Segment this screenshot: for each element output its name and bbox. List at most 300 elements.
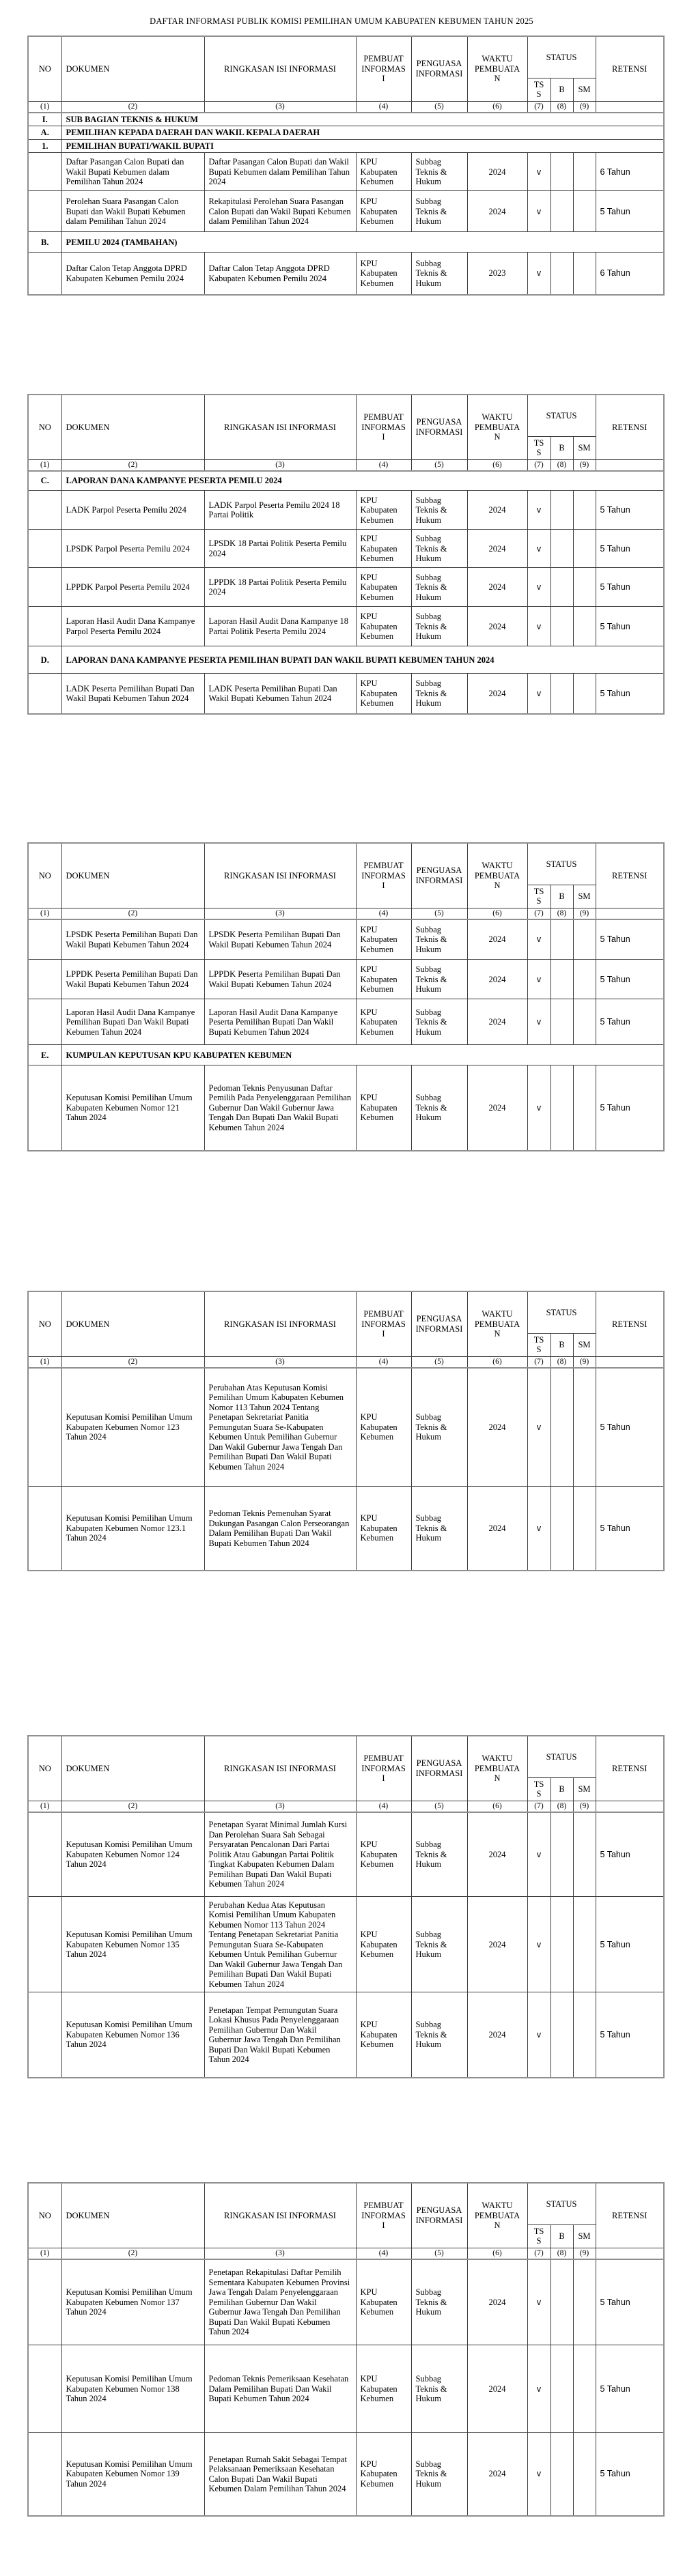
col-header-penguasa: PENGUASA INFORMASI (411, 843, 467, 908)
status-sm-cell (573, 2433, 596, 2516)
col-header-ringkasan: RINGKASAN ISI INFORMASI (204, 1736, 356, 1801)
col-header-pembuat: PEMBUAT INFORMASI (356, 36, 411, 101)
status-tss-cell: v (527, 191, 550, 232)
col-header-tss: TSS (527, 1777, 550, 1801)
colnum-4: (4) (356, 459, 411, 471)
waktu-cell: 2024 (467, 568, 527, 607)
colnum-3: (3) (204, 101, 356, 113)
table-row (28, 568, 664, 607)
waktu-cell: 2024 (467, 960, 527, 999)
colnum-retensi-empty (596, 101, 664, 113)
colnum-retensi-empty (596, 1801, 664, 1812)
column-number-row (28, 1801, 664, 1812)
colnum-9: (9) (573, 2248, 596, 2259)
colnum-5: (5) (411, 1801, 467, 1812)
waktu-cell: 2024 (467, 2433, 527, 2516)
section-label: KUMPULAN KEPUTUSAN KPU KABUPATEN KEBUMEN (61, 1045, 664, 1065)
status-sm-cell (573, 568, 596, 607)
col-header-penguasa: PENGUASA INFORMASI (411, 36, 467, 101)
pembuat-cell: KPU Kabupaten Kebumen (356, 568, 411, 607)
column-number-row (28, 2248, 664, 2259)
col-header-sm: SM (573, 78, 596, 101)
colnum-6: (6) (467, 2248, 527, 2259)
dokumen-cell: LADK Parpol Peserta Pemilu 2024 (61, 491, 204, 530)
status-b-cell (550, 1368, 573, 1487)
dokumen-cell: Laporan Hasil Audit Dana Kampanye Parpol Peserta Pemilu 2024 (61, 607, 204, 646)
waktu-cell: 2024 (467, 191, 527, 232)
col-header-sm: SM (573, 2224, 596, 2248)
penguasa-cell: Subbag Teknis & Hukum (411, 2345, 467, 2433)
status-b-cell (550, 153, 573, 191)
pembuat-cell: KPU Kabupaten Kebumen (356, 1812, 411, 1897)
colnum-6: (6) (467, 459, 527, 471)
status-tss-cell: v (527, 568, 550, 607)
header-row (28, 843, 664, 885)
section-row (28, 646, 664, 674)
status-sm-cell (573, 1368, 596, 1487)
col-header-no: NO (28, 36, 61, 101)
status-sm-cell (573, 960, 596, 999)
retensi-cell: 5 Tahun (596, 2259, 664, 2345)
col-header-b: B (550, 1777, 573, 1801)
no-cell (28, 2259, 61, 2345)
pembuat-cell: KPU Kabupaten Kebumen (356, 607, 411, 646)
ringkasan-cell: Penetapan Rumah Sakit Sebagai Tempat Pelaksanaan Pemeriksaan Kesehatan Calon Bupati Dan Wakil Bupati Kebumen Dalam Pemilihan Tahun 2024 (204, 2433, 356, 2516)
no-cell (28, 191, 61, 232)
col-header-tss: TSS (527, 885, 550, 908)
col-header-ringkasan: RINGKASAN ISI INFORMASI (204, 36, 356, 101)
ringkasan-cell: LPSDK 18 Partai Politik Peserta Pemilu 2024 (204, 530, 356, 568)
ringkasan-cell: LPSDK Peserta Pemilihan Bupati Dan Wakil Bupati Kebumen Tahun 2024 (204, 919, 356, 960)
waktu-cell: 2024 (467, 919, 527, 960)
colnum-9: (9) (573, 101, 596, 113)
ringkasan-cell: Penetapan Tempat Pemungutan Suara Lokasi Khusus Pada Penyelenggaraan Pemilihan Gubernur Dan Wakil Gubernur Jawa Tengah Dan Pemilihan Bupati Dan Wakil Bupati Kebumen Tahun 2024 (204, 1992, 356, 2078)
status-b-cell (550, 919, 573, 960)
penguasa-cell: Subbag Teknis & Hukum (411, 1368, 467, 1487)
section-row (28, 126, 664, 140)
no-cell (28, 960, 61, 999)
col-header-dokumen: DOKUMEN (61, 1291, 204, 1356)
col-header-waktu: WAKTU PEMBUATAN (467, 36, 527, 101)
dokumen-cell: Keputusan Komisi Pemilihan Umum Kabupaten Kebumen Nomor 137 Tahun 2024 (61, 2259, 204, 2345)
table-row (28, 1487, 664, 1571)
col-header-retensi: RETENSI (596, 395, 664, 459)
status-tss-cell: v (527, 960, 550, 999)
no-cell (28, 999, 61, 1045)
dokumen-cell: Keputusan Komisi Pemilihan Umum Kabupaten Kebumen Nomor 124 Tahun 2024 (61, 1812, 204, 1897)
waktu-cell: 2024 (467, 1065, 527, 1151)
status-b-cell (550, 2345, 573, 2433)
table-page-6 (27, 2182, 665, 2517)
waktu-cell: 2024 (467, 153, 527, 191)
col-header-pembuat: PEMBUAT INFORMASI (356, 2183, 411, 2248)
colnum-7: (7) (527, 459, 550, 471)
retensi-cell: 5 Tahun (596, 1812, 664, 1897)
table-row (28, 2345, 664, 2433)
section-no: 1. (28, 139, 61, 153)
header-row (28, 395, 664, 436)
retensi-cell: 5 Tahun (596, 191, 664, 232)
retensi-cell: 5 Tahun (596, 1368, 664, 1487)
col-header-penguasa: PENGUASA INFORMASI (411, 1736, 467, 1801)
pembuat-cell: KPU Kabupaten Kebumen (356, 2433, 411, 2516)
status-b-cell (550, 607, 573, 646)
status-tss-cell: v (527, 2345, 550, 2433)
col-header-penguasa: PENGUASA INFORMASI (411, 1291, 467, 1356)
section-row (28, 113, 664, 126)
section-no: D. (28, 646, 61, 674)
dokumen-cell: Daftar Calon Tetap Anggota DPRD Kabupaten Kebumen Pemilu 2024 (61, 253, 204, 295)
table-row (28, 607, 664, 646)
colnum-2: (2) (61, 101, 204, 113)
col-header-b: B (550, 885, 573, 908)
colnum-retensi-empty (596, 459, 664, 471)
table-row (28, 919, 664, 960)
waktu-cell: 2024 (467, 674, 527, 714)
status-sm-cell (573, 1065, 596, 1151)
col-header-ringkasan: RINGKASAN ISI INFORMASI (204, 1291, 356, 1356)
col-header-sm: SM (573, 1333, 596, 1356)
col-header-dokumen: DOKUMEN (61, 2183, 204, 2248)
ringkasan-cell: LPPDK 18 Partai Politik Peserta Pemilu 2024 (204, 568, 356, 607)
header-row (28, 2183, 664, 2224)
status-sm-cell (573, 491, 596, 530)
status-sm-cell (573, 2345, 596, 2433)
dokumen-cell: Keputusan Komisi Pemilihan Umum Kabupaten Kebumen Nomor 135 Tahun 2024 (61, 1897, 204, 1992)
col-header-no: NO (28, 1736, 61, 1801)
col-header-status: STATUS (527, 843, 596, 885)
retensi-cell: 5 Tahun (596, 999, 664, 1045)
colnum-6: (6) (467, 1801, 527, 1812)
table-row (28, 999, 664, 1045)
dokumen-cell: Daftar Pasangan Calon Bupati dan Wakil Bupati Kebumen dalam Pemilihan Tahun 2024 (61, 153, 204, 191)
col-header-ringkasan: RINGKASAN ISI INFORMASI (204, 843, 356, 908)
pembuat-cell: KPU Kabupaten Kebumen (356, 674, 411, 714)
colnum-3: (3) (204, 1801, 356, 1812)
pembuat-cell: KPU Kabupaten Kebumen (356, 491, 411, 530)
status-tss-cell: v (527, 674, 550, 714)
table-page-5 (27, 1735, 665, 2078)
dokumen-cell: LPSDK Peserta Pemilihan Bupati Dan Wakil Bupati Kebumen Tahun 2024 (61, 919, 204, 960)
colnum-1: (1) (28, 908, 61, 919)
table-page-4 (27, 1291, 665, 1571)
pembuat-cell: KPU Kabupaten Kebumen (356, 1487, 411, 1571)
colnum-1: (1) (28, 1801, 61, 1812)
penguasa-cell: Subbag Teknis & Hukum (411, 191, 467, 232)
col-header-status: STATUS (527, 395, 596, 436)
table-row (28, 1992, 664, 2078)
status-b-cell (550, 491, 573, 530)
retensi-cell: 5 Tahun (596, 491, 664, 530)
col-header-no: NO (28, 2183, 61, 2248)
colnum-3: (3) (204, 908, 356, 919)
colnum-7: (7) (527, 1356, 550, 1368)
pembuat-cell: KPU Kabupaten Kebumen (356, 1368, 411, 1487)
penguasa-cell: Subbag Teknis & Hukum (411, 2433, 467, 2516)
status-b-cell (550, 2259, 573, 2345)
col-header-tss: TSS (527, 78, 550, 101)
col-header-sm: SM (573, 1777, 596, 1801)
col-header-dokumen: DOKUMEN (61, 36, 204, 101)
colnum-retensi-empty (596, 2248, 664, 2259)
penguasa-cell: Subbag Teknis & Hukum (411, 1812, 467, 1897)
table-row (28, 960, 664, 999)
no-cell (28, 491, 61, 530)
status-sm-cell (573, 919, 596, 960)
colnum-4: (4) (356, 1356, 411, 1368)
penguasa-cell: Subbag Teknis & Hukum (411, 253, 467, 295)
col-header-waktu: WAKTU PEMBUATAN (467, 395, 527, 459)
col-header-retensi: RETENSI (596, 2183, 664, 2248)
waktu-cell: 2024 (467, 2345, 527, 2433)
status-sm-cell (573, 253, 596, 295)
status-sm-cell (573, 999, 596, 1045)
status-sm-cell (573, 1897, 596, 1992)
col-header-penguasa: PENGUASA INFORMASI (411, 395, 467, 459)
col-header-tss: TSS (527, 2224, 550, 2248)
penguasa-cell: Subbag Teknis & Hukum (411, 2259, 467, 2345)
colnum-2: (2) (61, 2248, 204, 2259)
col-header-status: STATUS (527, 1291, 596, 1333)
section-no: B. (28, 232, 61, 253)
waktu-cell: 2024 (467, 1897, 527, 1992)
pembuat-cell: KPU Kabupaten Kebumen (356, 999, 411, 1045)
ringkasan-cell: Daftar Calon Tetap Anggota DPRD Kabupaten Kebumen Pemilu 2024 (204, 253, 356, 295)
col-header-waktu: WAKTU PEMBUATAN (467, 1291, 527, 1356)
status-b-cell (550, 960, 573, 999)
colnum-retensi-empty (596, 908, 664, 919)
col-header-b: B (550, 78, 573, 101)
section-no: A. (28, 126, 61, 140)
colnum-9: (9) (573, 459, 596, 471)
status-tss-cell: v (527, 1992, 550, 2078)
colnum-7: (7) (527, 101, 550, 113)
pembuat-cell: KPU Kabupaten Kebumen (356, 153, 411, 191)
ringkasan-cell: Penetapan Syarat Minimal Jumlah Kursi Dan Perolehan Suara Sah Sebagai Persyaratan Pencalonan Dari Partai Politik Atau Gabungan Partai Politik Tingkat Kabupaten Kebumen Dalam Pemilihan Bupati Dan Wakil Bupati Kebumen Tahun 2024 (204, 1812, 356, 1897)
status-b-cell (550, 999, 573, 1045)
colnum-9: (9) (573, 1356, 596, 1368)
section-row (28, 232, 664, 253)
ringkasan-cell: LADK Parpol Peserta Pemilu 2024 18 Partai Politik (204, 491, 356, 530)
colnum-5: (5) (411, 908, 467, 919)
penguasa-cell: Subbag Teknis & Hukum (411, 491, 467, 530)
status-b-cell (550, 1065, 573, 1151)
section-row (28, 139, 664, 153)
colnum-2: (2) (61, 908, 204, 919)
no-cell (28, 153, 61, 191)
status-tss-cell: v (527, 1897, 550, 1992)
col-header-b: B (550, 436, 573, 459)
status-tss-cell: v (527, 999, 550, 1045)
header-row (28, 1291, 664, 1333)
status-tss-cell: v (527, 1368, 550, 1487)
colnum-6: (6) (467, 1356, 527, 1368)
no-cell (28, 530, 61, 568)
waktu-cell: 2024 (467, 2259, 527, 2345)
col-header-dokumen: DOKUMEN (61, 1736, 204, 1801)
dokumen-cell: LADK Peserta Pemilihan Bupati Dan Wakil Bupati Kebumen Tahun 2024 (61, 674, 204, 714)
status-b-cell (550, 2433, 573, 2516)
pembuat-cell: KPU Kabupaten Kebumen (356, 1897, 411, 1992)
col-header-status: STATUS (527, 2183, 596, 2224)
colnum-1: (1) (28, 101, 61, 113)
waktu-cell: 2024 (467, 1992, 527, 2078)
retensi-cell: 5 Tahun (596, 919, 664, 960)
col-header-sm: SM (573, 885, 596, 908)
colnum-7: (7) (527, 2248, 550, 2259)
table-page-1 (27, 35, 665, 296)
ringkasan-cell: Laporan Hasil Audit Dana Kampanye 18 Partai Politik Peserta Pemilu 2024 (204, 607, 356, 646)
waktu-cell: 2024 (467, 491, 527, 530)
colnum-8: (8) (550, 101, 573, 113)
col-header-penguasa: PENGUASA INFORMASI (411, 2183, 467, 2248)
status-tss-cell: v (527, 1812, 550, 1897)
penguasa-cell: Subbag Teknis & Hukum (411, 607, 467, 646)
table-row (28, 2259, 664, 2345)
col-header-b: B (550, 2224, 573, 2248)
header-row (28, 36, 664, 78)
colnum-8: (8) (550, 1801, 573, 1812)
colnum-7: (7) (527, 908, 550, 919)
retensi-cell: 5 Tahun (596, 607, 664, 646)
section-label: PEMILIHAN KEPADA DAERAH DAN WAKIL KEPALA DAERAH (61, 126, 664, 140)
waktu-cell: 2024 (467, 607, 527, 646)
section-no: C. (28, 471, 61, 491)
status-b-cell (550, 191, 573, 232)
no-cell (28, 253, 61, 295)
pembuat-cell: KPU Kabupaten Kebumen (356, 2345, 411, 2433)
no-cell (28, 1368, 61, 1487)
colnum-retensi-empty (596, 1356, 664, 1368)
col-header-pembuat: PEMBUAT INFORMASI (356, 1291, 411, 1356)
status-tss-cell: v (527, 253, 550, 295)
table-row (28, 153, 664, 191)
status-sm-cell (573, 607, 596, 646)
status-tss-cell: v (527, 2433, 550, 2516)
col-header-waktu: WAKTU PEMBUATAN (467, 843, 527, 908)
colnum-3: (3) (204, 459, 356, 471)
ringkasan-cell: Perubahan Kedua Atas Keputusan Komisi Pemilihan Umum Kabupaten Kebumen Nomor 113 Tahun 2024 Tentang Penetapan Sekretariat Panitia Pemungutan Suara Se-Kabupaten Kebumen Untuk Pemilihan Gubernur Dan Wakil Gubernur Jawa Tengah Dan Pemilihan Bupati Dan Wakil Bupati Kebumen Tahun 2024 (204, 1897, 356, 1992)
section-row (28, 471, 664, 491)
col-header-retensi: RETENSI (596, 1736, 664, 1801)
status-sm-cell (573, 1812, 596, 1897)
table-row (28, 1065, 664, 1151)
status-sm-cell (573, 2259, 596, 2345)
status-b-cell (550, 530, 573, 568)
penguasa-cell: Subbag Teknis & Hukum (411, 1897, 467, 1992)
colnum-1: (1) (28, 459, 61, 471)
waktu-cell: 2023 (467, 253, 527, 295)
no-cell (28, 1897, 61, 1992)
table-row (28, 530, 664, 568)
table-row (28, 191, 664, 232)
dokumen-cell: LPSDK Parpol Peserta Pemilu 2024 (61, 530, 204, 568)
col-header-retensi: RETENSI (596, 1291, 664, 1356)
colnum-6: (6) (467, 908, 527, 919)
ringkasan-cell: Pedoman Teknis Pemeriksaan Kesehatan Dalam Pemilihan Bupati Dan Wakil Bupati Kebumen Tahun 2024 (204, 2345, 356, 2433)
colnum-4: (4) (356, 2248, 411, 2259)
retensi-cell: 5 Tahun (596, 674, 664, 714)
colnum-5: (5) (411, 1356, 467, 1368)
col-header-pembuat: PEMBUAT INFORMASI (356, 1736, 411, 1801)
penguasa-cell: Subbag Teknis & Hukum (411, 960, 467, 999)
ringkasan-cell: LPPDK Peserta Pemilihan Bupati Dan Wakil Bupati Kebumen Tahun 2024 (204, 960, 356, 999)
status-b-cell (550, 1812, 573, 1897)
col-header-no: NO (28, 843, 61, 908)
colnum-4: (4) (356, 1801, 411, 1812)
section-label: SUB BAGIAN TEKNIS & HUKUM (61, 113, 664, 126)
retensi-cell: 6 Tahun (596, 153, 664, 191)
section-row (28, 1045, 664, 1065)
no-cell (28, 607, 61, 646)
status-b-cell (550, 1897, 573, 1992)
no-cell (28, 1487, 61, 1571)
colnum-8: (8) (550, 2248, 573, 2259)
retensi-cell: 5 Tahun (596, 1065, 664, 1151)
col-header-waktu: WAKTU PEMBUATAN (467, 2183, 527, 2248)
dokumen-cell: Keputusan Komisi Pemilihan Umum Kabupaten Kebumen Nomor 139 Tahun 2024 (61, 2433, 204, 2516)
status-tss-cell: v (527, 1487, 550, 1571)
status-sm-cell (573, 674, 596, 714)
dokumen-cell: Keputusan Komisi Pemilihan Umum Kabupaten Kebumen Nomor 136 Tahun 2024 (61, 1992, 204, 2078)
colnum-2: (2) (61, 459, 204, 471)
table-row (28, 491, 664, 530)
page-title: DAFTAR INFORMASI PUBLIK KOMISI PEMILIHAN UMUM KABUPATEN KEBUMEN TAHUN 2025 (150, 16, 533, 26)
colnum-4: (4) (356, 908, 411, 919)
dokumen-cell: LPPDK Peserta Pemilihan Bupati Dan Wakil Bupati Kebumen Tahun 2024 (61, 960, 204, 999)
column-number-row (28, 1356, 664, 1368)
col-header-sm: SM (573, 436, 596, 459)
no-cell (28, 919, 61, 960)
table-row (28, 1812, 664, 1897)
colnum-5: (5) (411, 459, 467, 471)
status-tss-cell: v (527, 2259, 550, 2345)
no-cell (28, 1065, 61, 1151)
dokumen-cell: Keputusan Komisi Pemilihan Umum Kabupaten Kebumen Nomor 123 Tahun 2024 (61, 1368, 204, 1487)
no-cell (28, 674, 61, 714)
no-cell (28, 1992, 61, 2078)
no-cell (28, 2345, 61, 2433)
penguasa-cell: Subbag Teknis & Hukum (411, 568, 467, 607)
status-sm-cell (573, 1487, 596, 1571)
retensi-cell: 6 Tahun (596, 253, 664, 295)
colnum-9: (9) (573, 1801, 596, 1812)
dokumen-cell: Perolehan Suara Pasangan Calon Bupati dan Wakil Bupati Kebumen dalam Pemilihan Tahun 2024 (61, 191, 204, 232)
retensi-cell: 5 Tahun (596, 1487, 664, 1571)
table-page-3 (27, 842, 665, 1151)
section-no: I. (28, 113, 61, 126)
colnum-3: (3) (204, 1356, 356, 1368)
col-header-no: NO (28, 395, 61, 459)
column-number-row (28, 908, 664, 919)
col-header-retensi: RETENSI (596, 843, 664, 908)
ringkasan-cell: LADK Peserta Pemilihan Bupati Dan Wakil Bupati Kebumen Tahun 2024 (204, 674, 356, 714)
penguasa-cell: Subbag Teknis & Hukum (411, 919, 467, 960)
col-header-ringkasan: RINGKASAN ISI INFORMASI (204, 2183, 356, 2248)
status-tss-cell: v (527, 530, 550, 568)
status-tss-cell: v (527, 491, 550, 530)
retensi-cell: 5 Tahun (596, 568, 664, 607)
dokumen-cell: Keputusan Komisi Pemilihan Umum Kabupaten Kebumen Nomor 121 Tahun 2024 (61, 1065, 204, 1151)
status-sm-cell (573, 191, 596, 232)
penguasa-cell: Subbag Teknis & Hukum (411, 530, 467, 568)
section-no: E. (28, 1045, 61, 1065)
section-label: PEMILIHAN BUPATI/WAKIL BUPATI (61, 139, 664, 153)
status-b-cell (550, 253, 573, 295)
pembuat-cell: KPU Kabupaten Kebumen (356, 530, 411, 568)
col-header-dokumen: DOKUMEN (61, 843, 204, 908)
penguasa-cell: Subbag Teknis & Hukum (411, 153, 467, 191)
